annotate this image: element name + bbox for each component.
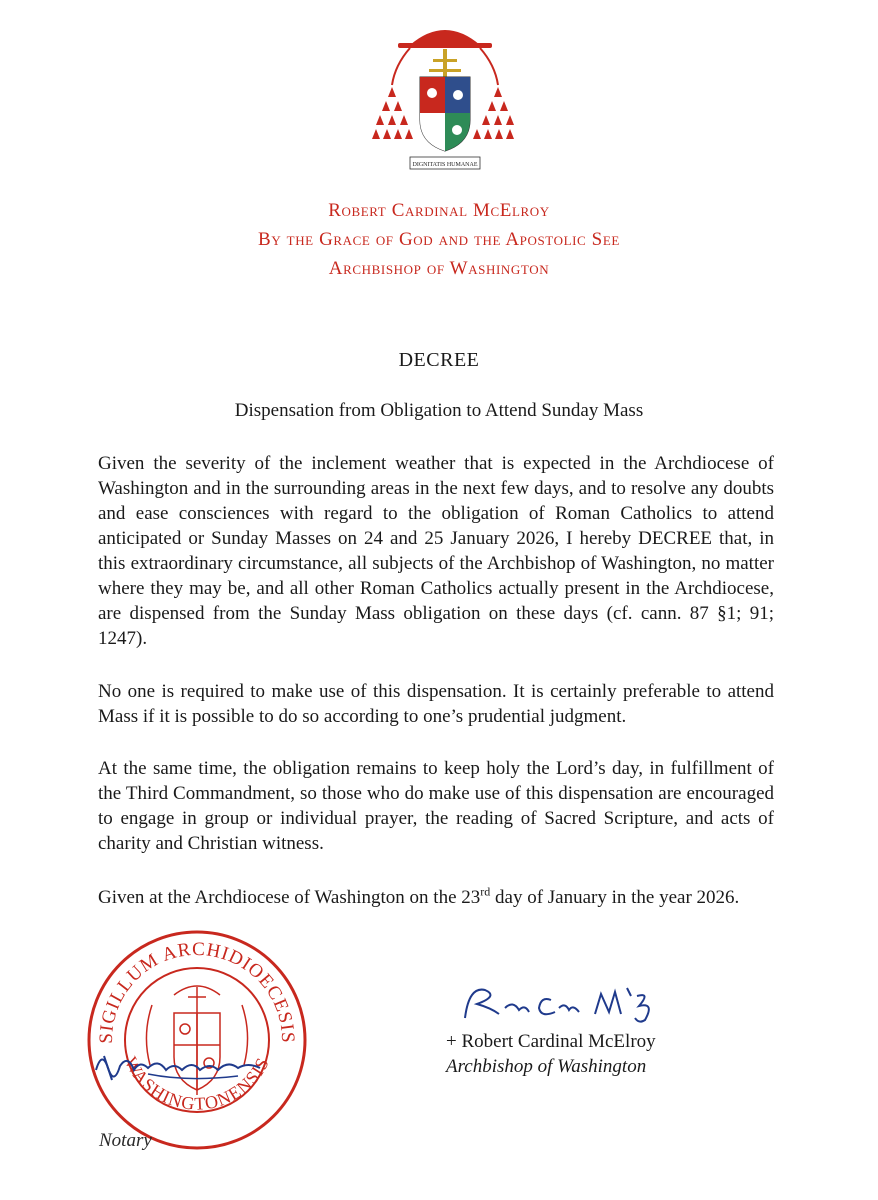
given-at-paragraph — [98, 885, 774, 910]
seal-top-text: SIGILLUM ARCHIDIOECESIS — [95, 938, 299, 1044]
decree-title: DECREE — [398, 349, 480, 371]
letterhead-see: Archbishop of Washington — [328, 258, 550, 279]
cardinal-signature — [455, 978, 675, 1028]
coat-of-arms — [370, 15, 520, 175]
letterhead — [0, 196, 878, 283]
given-prefix: Given at the Archdiocese of Washington on the 23 — [98, 887, 481, 908]
decree-paragraph-3: At the same time, the obligation remains to keep holy the Lord’s day, in fulfillment of the Third Commandment, so those who do make use of this dispensation are encouraged to engage in group or individual prayer, the reading of Sacred Scripture, and acts of charity and Christian witness. — [98, 758, 774, 854]
letterhead-grace: By the Grace of God and the Apostolic See — [258, 229, 620, 250]
seal-bottom-text: WASHINGTONENSIS — [120, 1053, 274, 1114]
notary-label: Notary — [99, 1130, 152, 1151]
motto-text: DIGNITATIS HUMANAE — [412, 162, 478, 168]
given-suffix: day of January in the year 2026. — [490, 887, 740, 908]
decree-subtitle: Dispensation from Obligation to Attend Sunday Mass — [234, 400, 644, 421]
letterhead-name: Robert Cardinal McElroy — [328, 200, 550, 221]
notary-signature — [88, 1040, 278, 1090]
signatory-title: Archbishop of Washington — [446, 1056, 647, 1077]
decree-paragraph-2: No one is required to make use of this dispensation. It is certainly preferable to attend Mass if it is possible to do so according to one’s prudential judgment. — [98, 681, 774, 727]
given-ordinal: rd — [480, 884, 491, 899]
decree-paragraph-1: Given the severity of the inclement weather that is expected in the Archdiocese of Washington and in the surrounding areas in the next few days, and to resolve any doubts and ease consciences with regard to the obligation of Roman Catholics to attend anticipated or Sunday Masses on 24 and 25 January 2026, I hereby DECREE that, in this extraordinary circumstance, all subjects of the Archbishop of Washington, no matter where they may be, and all other Roman Catholics actually present in the Archdiocese, are dispensed from the Sunday Mass obligation on these days (cf. cann. 87 §1; 91; 1247). — [98, 453, 774, 649]
signatory-name: + Robert Cardinal McElroy — [446, 1031, 656, 1052]
